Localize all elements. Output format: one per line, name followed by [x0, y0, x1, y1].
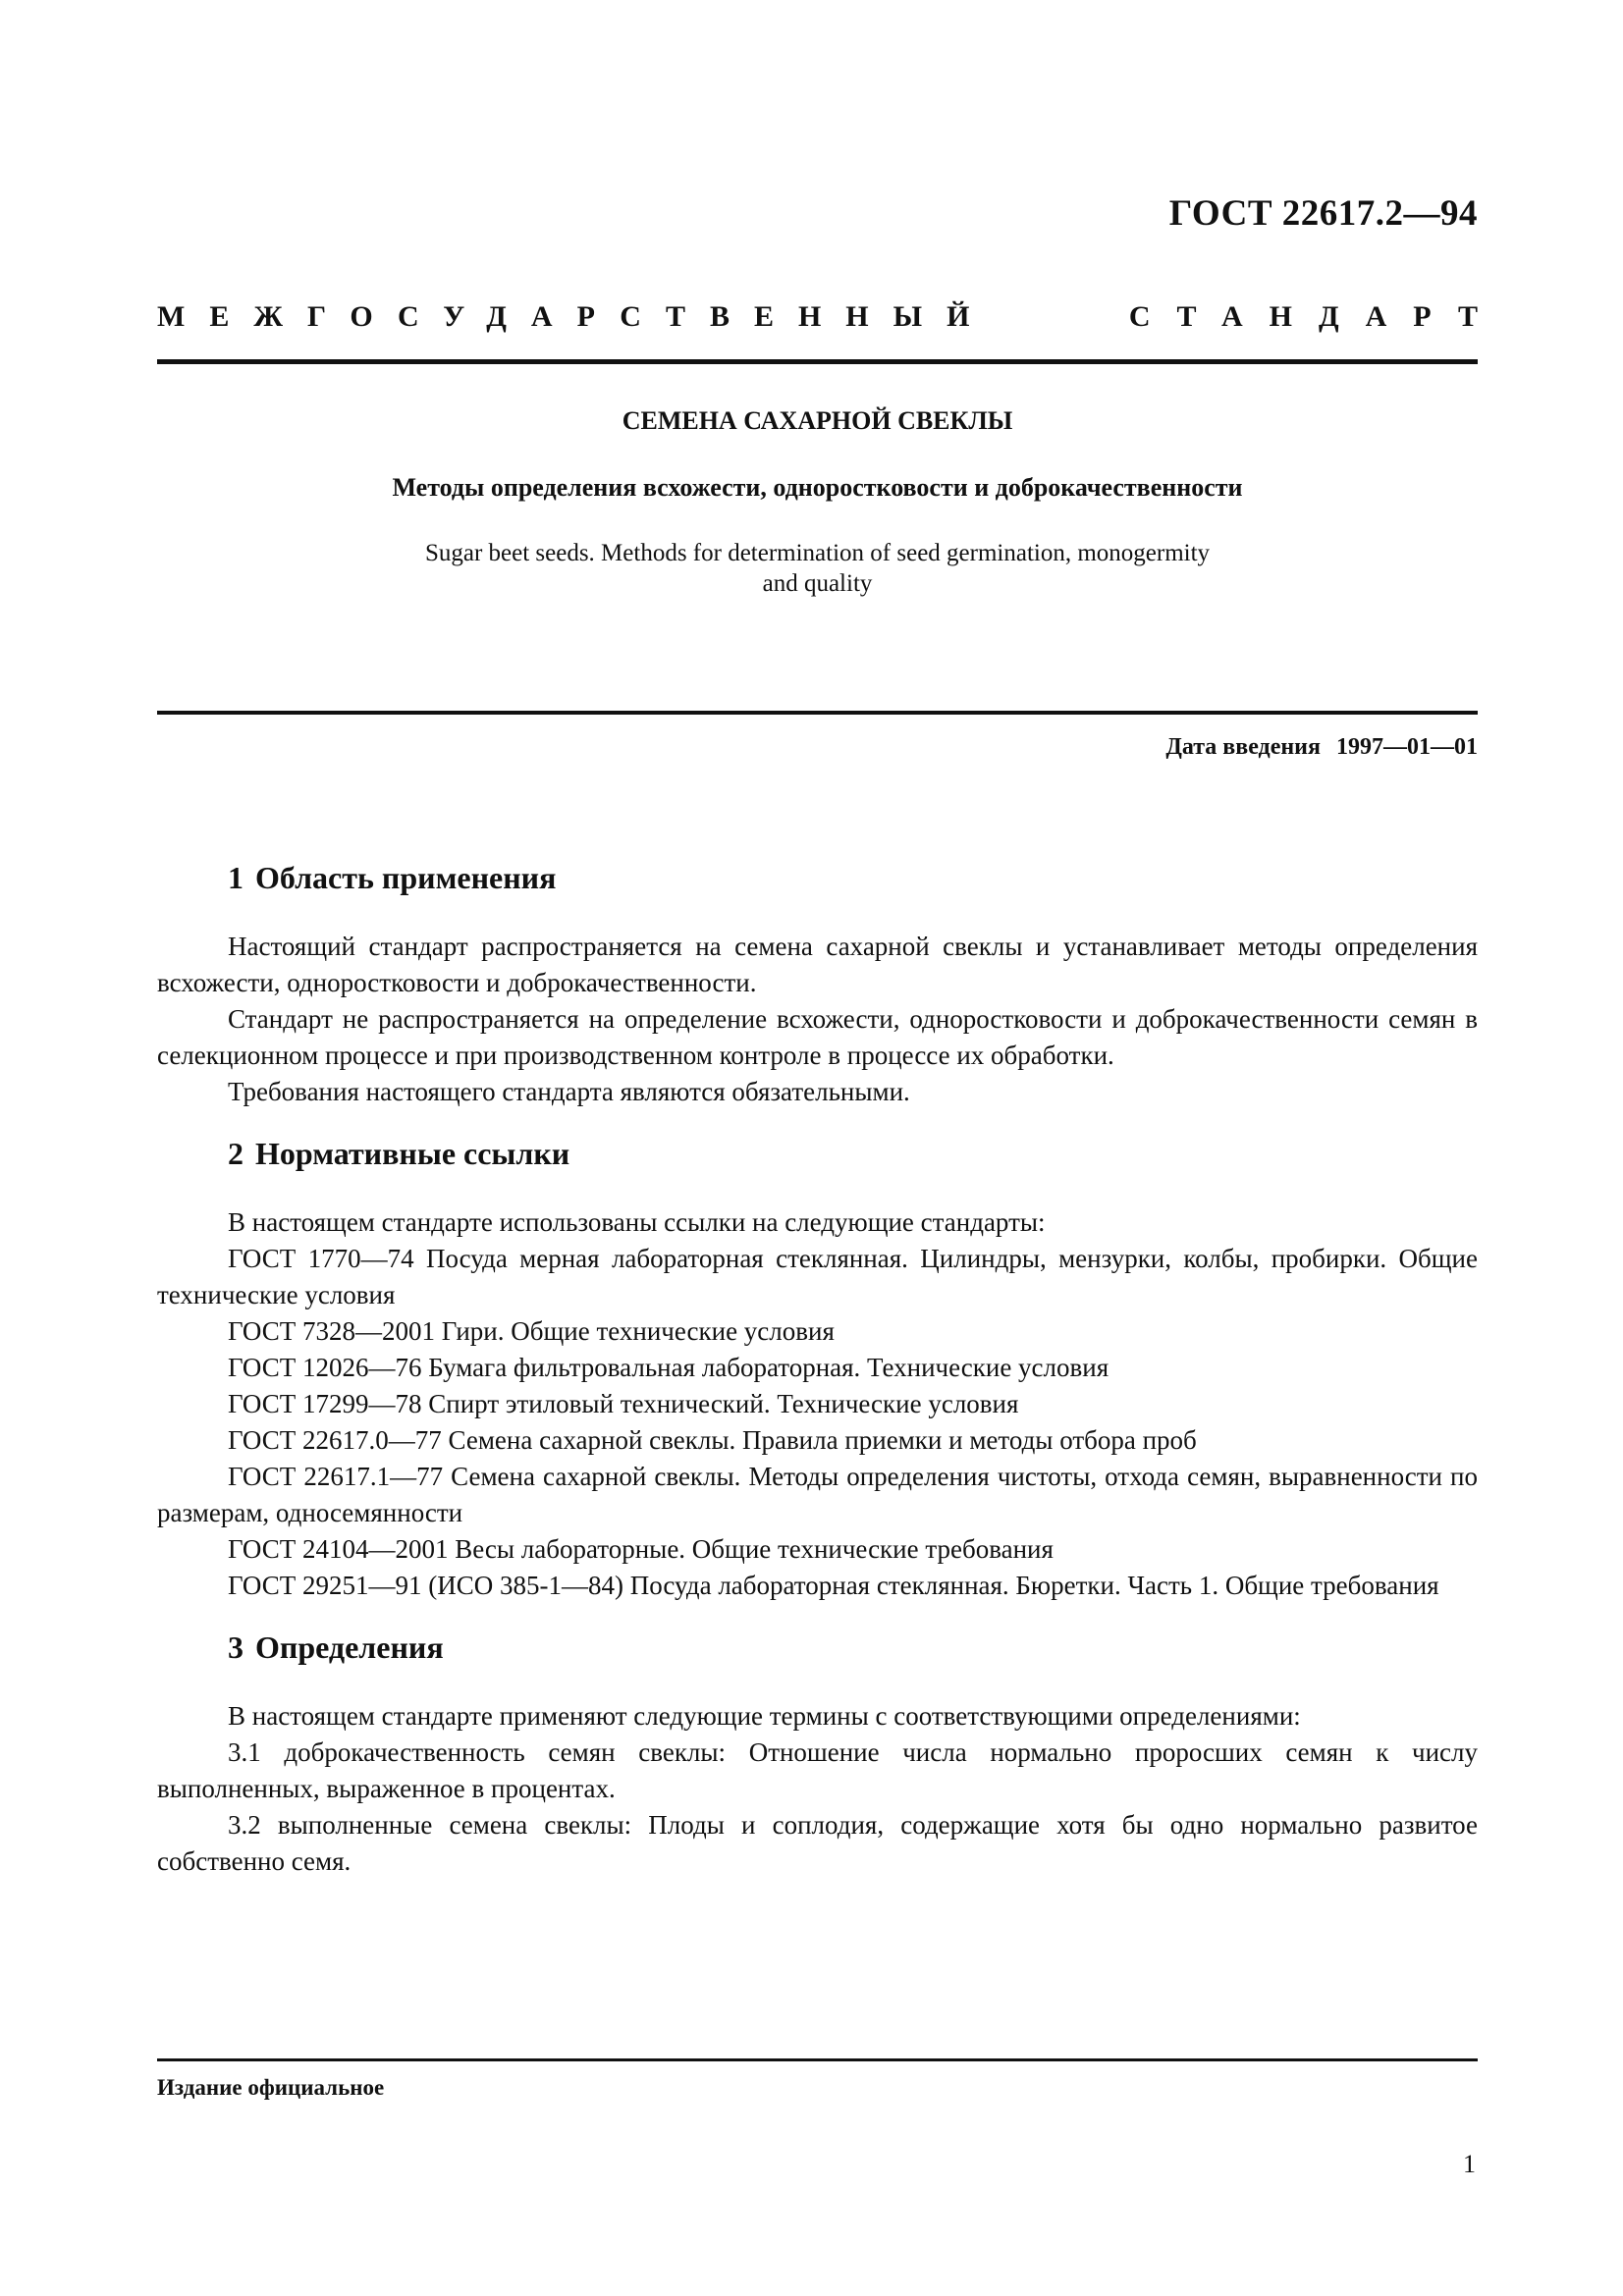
english-title — [157, 538, 1478, 599]
reference-item: ГОСТ 1770—74 Посуда мерная лабораторная стеклянная. Цилиндры, мензурки, колбы, пробирки. Общие технические условия — [157, 1244, 1478, 1309]
reference-item: ГОСТ 17299—78 Спирт этиловый технический. Технические условия — [228, 1389, 1019, 1418]
definition-item: 3.2 выполненные семена свеклы: Плоды и соплодия, содержащие хотя бы одно нормально развитое собственно семя. — [157, 1810, 1478, 1876]
section-title: Нормативные ссылки — [255, 1136, 570, 1171]
section-1-heading — [228, 856, 1478, 899]
paragraph: Стандарт не распространяется на определение всхожести, одноростковости и доброкачественности семян в селекционном процессе и при производственном контроле в процессе их обработки. — [157, 1004, 1478, 1070]
reference-item: ГОСТ 12026—76 Бумага фильтровальная лабораторная. Технические условия — [228, 1353, 1109, 1382]
definition-item: 3.1 доброкачественность семян свеклы: Отношение числа нормально проросших семян к числу выполненных, выраженное в процентах. — [157, 1737, 1478, 1803]
document-number: ГОСТ 22617.2—94 — [1168, 193, 1478, 234]
reference-item: ГОСТ 29251—91 (ИСО 385-1—84) Посуда лабораторная стеклянная. Бюретки. Часть 1. Общие требования — [228, 1571, 1439, 1600]
paragraph: В настоящем стандарте использованы ссылки на следующие стандарты: — [228, 1207, 1046, 1237]
footer-rule — [157, 2058, 1478, 2061]
top-rule — [157, 359, 1478, 364]
english-title-line-2: and quality — [762, 570, 873, 597]
paragraph: Требования настоящего стандарта являются обязательными. — [228, 1077, 910, 1106]
banner-right: СТАНДАРТ — [1128, 300, 1504, 333]
section-number: 3 — [228, 1629, 243, 1665]
section-number: 1 — [228, 860, 243, 895]
section-3-heading — [228, 1626, 1478, 1669]
english-title-line-1: Sugar beet seeds. Methods for determination of seed germination, monogermity — [424, 540, 1211, 566]
document-subtitle: Методы определения всхожести, одноростковости и доброкачественности — [392, 473, 1243, 502]
reference-item: ГОСТ 7328—2001 Гири. Общие технические условия — [228, 1316, 835, 1346]
section-2-heading — [228, 1132, 1478, 1175]
page-number: 1 — [1463, 2150, 1476, 2178]
middle-rule — [157, 711, 1478, 715]
banner-left: МЕЖГОСУДАРСТВЕННЫЙ — [157, 300, 995, 333]
paragraph: Настоящий стандарт распространяется на семена сахарной свеклы и устанавливает методы определения всхожести, одноростковости и доброкачественности. — [157, 932, 1478, 997]
section-title: Область применения — [255, 860, 557, 895]
reference-item: ГОСТ 22617.0—77 Семена сахарной свеклы. Правила приемки и методы отбора проб — [228, 1425, 1197, 1455]
reference-item: ГОСТ 22617.1—77 Семена сахарной свеклы. Методы определения чистоты, отхода семян, выравненности по размерам, односемянности — [157, 1462, 1478, 1527]
edition-label: Издание официальное — [157, 2075, 385, 2100]
reference-item: ГОСТ 24104—2001 Весы лабораторные. Общие технические требования — [228, 1534, 1054, 1564]
introduction-date-value: 1997—01—01 — [1336, 734, 1478, 760]
introduction-date — [1165, 734, 1478, 761]
document-body — [157, 856, 1478, 1880]
section-title: Определения — [255, 1629, 444, 1665]
introduction-date-label: Дата введения — [1165, 734, 1321, 760]
section-number: 2 — [228, 1136, 243, 1171]
document-title: СЕМЕНА САХАРНОЙ СВЕКЛЫ — [622, 406, 1013, 435]
standard-banner — [157, 300, 1504, 334]
paragraph: В настоящем стандарте применяют следующие термины с соответствующими определениями: — [228, 1701, 1301, 1731]
